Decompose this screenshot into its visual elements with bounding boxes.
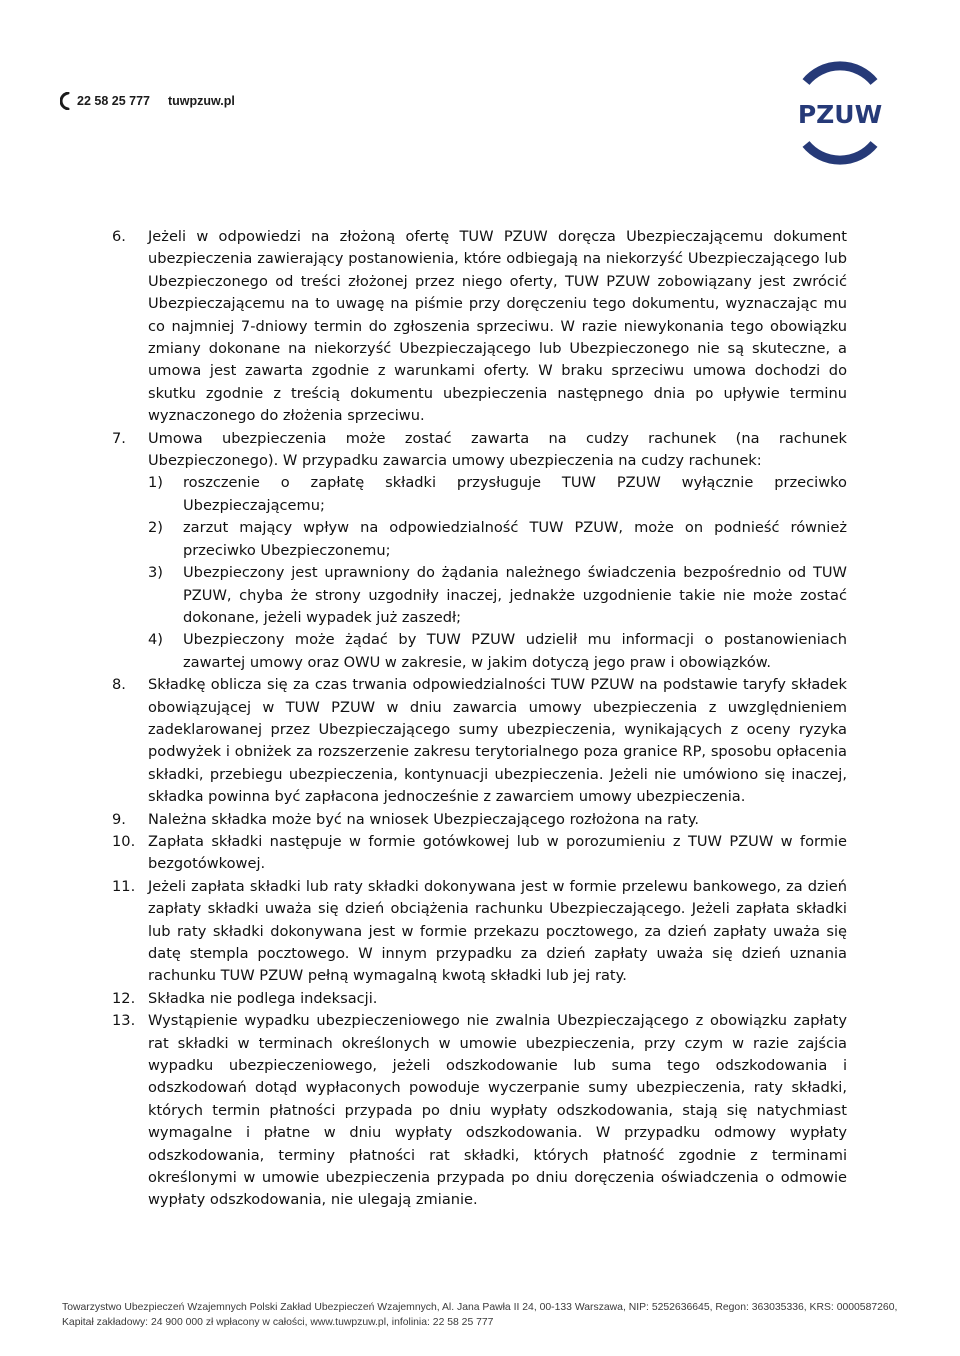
item-number: 9. (112, 810, 126, 828)
sub-item (148, 629, 847, 674)
footer (62, 1300, 902, 1330)
sub-item-number: 3) (148, 564, 163, 582)
list-item (112, 226, 847, 428)
sub-item-text: roszczenie o zapłatę składki przysługuje TUW PZUW wyłącznie przeciwko Ubezpieczającemu; (183, 474, 847, 514)
item-number: 10. (112, 832, 136, 850)
footer-line-capital: Kapitał zakładowy: 24 900 000 zł wpłacony w całości, www.tuwpzuw.pl, infolinia: 22 58 25 777 (62, 1317, 494, 1328)
document-body (112, 226, 847, 1212)
item-text: Umowa ubezpieczenia może zostać zawarta na cudzy rachunek (na rachunek Ubezpieczonego). W przypadku zawarcia umowy ubezpieczenia na cudzy rachunek: (148, 429, 847, 470)
sub-item (148, 517, 847, 562)
sub-item (148, 472, 847, 517)
sub-item-text: Ubezpieczony jest uprawniony do żądania należnego świadczenia bezpośrednio od TUW PZUW, chyba że strony uzgodniły inaczej, jednakże uzgodnienie takie nie może zostać dokonane, jeżeli wypadek już zaszedł; (183, 564, 847, 626)
header-contact (60, 92, 235, 110)
item-number: 11. (112, 877, 136, 895)
item-text: Jeżeli zapłata składki lub raty składki dokonywana jest w formie przelewu bankowego, za dzień zapłaty składki uważa się dzień obciążenia rachunku Ubezpieczającego. Jeżeli zapłata składki lub raty składki dokonywana jest w formie przekazu pocztowego, za dzień zapłaty uważa się datę stempla pocztowego. W innym przypadku za dzień zapłaty uważa się dzień uznania rachunku TUW PZUW pełną wymagalną kwotą składki lub jej raty. (148, 877, 847, 985)
list-item (112, 674, 847, 808)
item-number: 13. (112, 1012, 136, 1030)
item-text: Zapłata składki następuje w formie gotówkowej lub w porozumieniu z TUW PZUW w formie bezgotówkowej. (148, 832, 847, 873)
item-text: Składka nie podlega indeksacji. (148, 989, 378, 1007)
header-phone[interactable]: 22 58 25 777 (77, 94, 150, 108)
item-text: Należna składka może być na wniosek Ubezpieczającego rozłożona na raty. (148, 810, 700, 828)
pzuw-logo (790, 60, 890, 166)
item-number: 12. (112, 989, 136, 1007)
header-website[interactable]: tuwpzuw.pl (168, 94, 235, 108)
list-item (112, 831, 847, 876)
list-item (112, 428, 847, 674)
sub-item-text: zarzut mający wpływ na odpowiedzialność TUW PZUW, może on podnieść również przeciwko Ubezpieczonemu; (183, 519, 847, 559)
item-text: Jeżeli w odpowiedzi na złożoną ofertę TUW PZUW doręcza Ubezpieczającemu dokument ubezpieczenia zawierający postanowienia, które odbiegają na niekorzyść Ubezpieczającego lub Ubezpieczonego od treści złożonej przez niego oferty, TUW PZUW zobowiązany jest zwrócić Ubezpieczającemu na to uwagę na piśmie przy doręczeniu tego dokumentu, wyznaczając mu co najmniej 7-dniowy termin do zgłoszenia sprzeciwu. W razie niewykonania tego obowiązku zmiany dokonane na niekorzyść Ubezpieczającego lub Ubezpieczonego nie są skuteczne, a umowa jest zawarta zgodnie z warunkami oferty. W braku sprzeciwu umowa dochodzi do skutku zgodnie z treścią dokumentu ubezpieczenia następnego dnia po upływie terminu wyznaczonego do złożenia sprzeciwu. (148, 228, 847, 425)
item-text: Wystąpienie wypadku ubezpieczeniowego nie zwalnia Ubezpieczającego z obowiązku zapłaty rat składki w terminach określonych w umowie ubezpieczenia, przy czym w razie zajścia wypadku ubezpieczeniowego, jeżeli odszkodowanie lub suma tego odszkodowania i odszkodowań dotąd wypłaconych powoduje wyczerpanie sumy ubezpieczenia, raty składki, których termin płatności przypada po dniu wypłaty odszkodowania, stają się natychmiast wymagalne i płatne w dniu wypłaty odszkodowania. W przypadku odmowy wypłaty odszkodowania, terminy płatności rat składki, których płatność zgodnie z terminami określonymi w umowie ubezpieczenia przypada po dniu doręczenia oświadczenia o odmowie wypłaty odszkodowania, nie ulegają zmianie. (148, 1012, 847, 1209)
sub-item-text: Ubezpieczony może żądać by TUW PZUW udzielił mu informacji o postanowieniach zawartej umowy oraz OWU w zakresie, w jakim dotyczą jego praw i obowiązków. (183, 631, 847, 671)
item-text: Składkę oblicza się za czas trwania odpowiedzialności TUW PZUW na podstawie taryfy składek obowiązującej w TUW PZUW w dniu zawarcia umowy ubezpieczenia z uwzględnieniem zadeklarowanej przez Ubezpieczającego sumy ubezpieczenia, wynikających z oceny ryzyka podwyżek i obniżek za rozszerzenie zakresu terytorialnego poza granice RP, sposobu opłacenia składki, przebiegu ubezpieczenia, kontynuacji ubezpieczenia. Jeżeli nie umówiono się inaczej, składka powinna być zapłacona jednocześnie z zawarciem umowy ubezpieczenia. (148, 676, 847, 806)
phone-icon (60, 92, 71, 110)
list-item (112, 1010, 847, 1212)
sub-item-number: 1) (148, 474, 163, 492)
sub-item-number: 4) (148, 631, 163, 649)
list-item (112, 809, 847, 831)
sub-item (148, 562, 847, 629)
list-item (112, 876, 847, 988)
footer-line-company: Towarzystwo Ubezpieczeń Wzajemnych Polski Zakład Ubezpieczeń Wzajemnych, Al. Jana Pawła II 24, 00-133 Warszawa, NIP: 5252636645, Regon: 363035336, KRS: 0000587260, (62, 1302, 898, 1313)
list-item (112, 988, 847, 1010)
sub-item-number: 2) (148, 519, 163, 537)
item-number: 7. (112, 429, 126, 447)
item-number: 6. (112, 228, 126, 245)
item-number: 8. (112, 676, 126, 694)
logo-text: PZUW (797, 100, 883, 129)
